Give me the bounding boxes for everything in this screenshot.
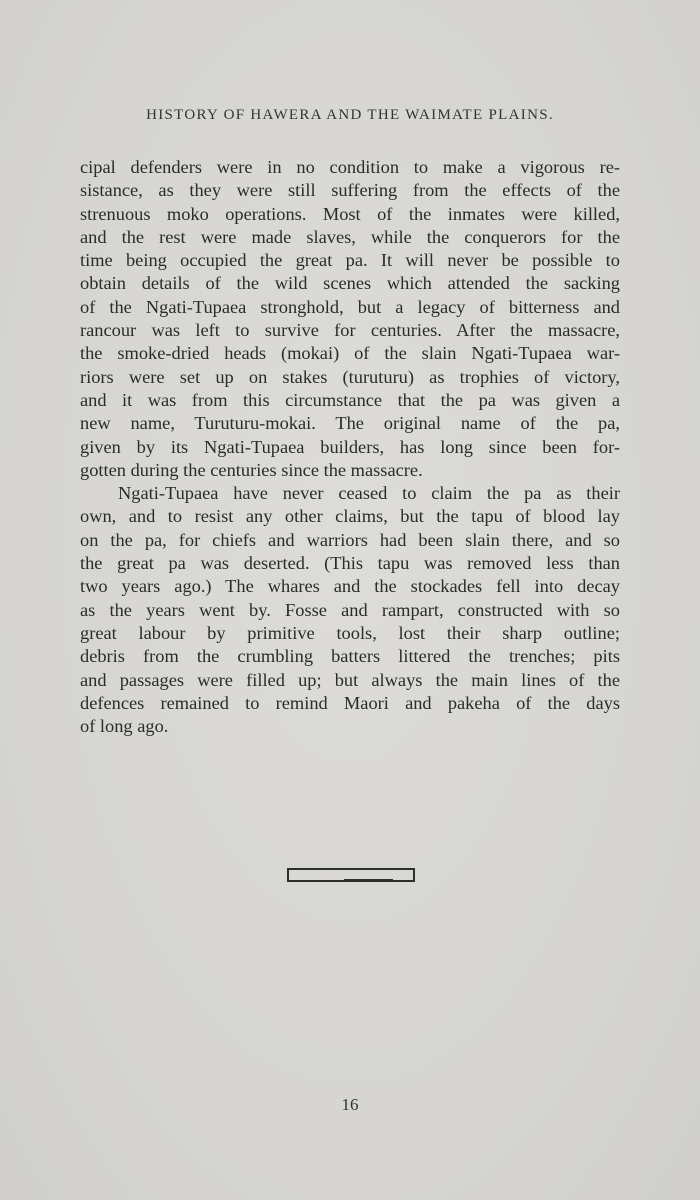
text-line: as the years went by. Fosse and rampart, constructed with so — [80, 599, 620, 620]
text-line: great labour by primitive tools, lost their sharp outline; — [80, 622, 620, 643]
text-line: defences remained to remind Maori and pakeha of the days — [80, 692, 620, 713]
text-line: and it was from this circumstance that the pa was given a — [80, 389, 620, 410]
text-line: and the rest were made slaves, while the conquerors for the — [80, 226, 620, 247]
text-line: on the pa, for chiefs and warriors had been slain there, and so — [80, 529, 620, 550]
paragraph-2 — [80, 482, 620, 738]
text-line: obtain details of the wild scenes which attended the sacking — [80, 273, 620, 294]
text-line: cipal defenders were in no condition to make a vigorous re- — [80, 157, 620, 177]
text-line: sistance, as they were still suffering from the effects of the — [80, 180, 620, 201]
text-line: riors were set up on stakes (turuturu) as trophies of victory, — [80, 366, 620, 387]
tailpiece-ornament — [287, 868, 415, 882]
text-line: debris from the crumbling batters littered the trenches; pits — [80, 646, 620, 667]
text-line: new name, Turuturu-mokai. The original name of the pa, — [80, 413, 620, 434]
text-line: given by its Ngati-Tupaea builders, has long since been for- — [80, 436, 620, 457]
text-line: of the Ngati-Tupaea stronghold, but a legacy of bitterness and — [80, 296, 620, 317]
text-line: the smoke-dried heads (mokai) of the slain Ngati-Tupaea war- — [80, 343, 620, 364]
text-line: two years ago.) The whares and the stockades fell into decay — [80, 576, 620, 597]
text-line: the great pa was deserted. (This tapu was removed less than — [80, 553, 620, 574]
text-line: of long ago. — [80, 716, 169, 737]
running-head: HISTORY OF HAWERA AND THE WAIMATE PLAINS. — [146, 107, 554, 123]
text-line: gotten during the centuries since the massacre. — [80, 459, 423, 480]
page-number: 16 — [341, 1095, 359, 1114]
paragraph-1 — [80, 156, 620, 482]
text-line: Ngati-Tupaea have never ceased to claim the pa as their — [118, 483, 620, 504]
text-line: time being occupied the great pa. It will never be possible to — [80, 250, 620, 271]
body-text — [80, 156, 620, 738]
text-line: strenuous moko operations. Most of the inmates were killed, — [80, 203, 620, 224]
text-line: rancour was left to survive for centuries. After the massacre, — [80, 320, 620, 341]
text-line: and passages were filled up; but always the main lines of the — [80, 669, 620, 690]
text-line: own, and to resist any other claims, but the tapu of blood lay — [80, 506, 620, 527]
